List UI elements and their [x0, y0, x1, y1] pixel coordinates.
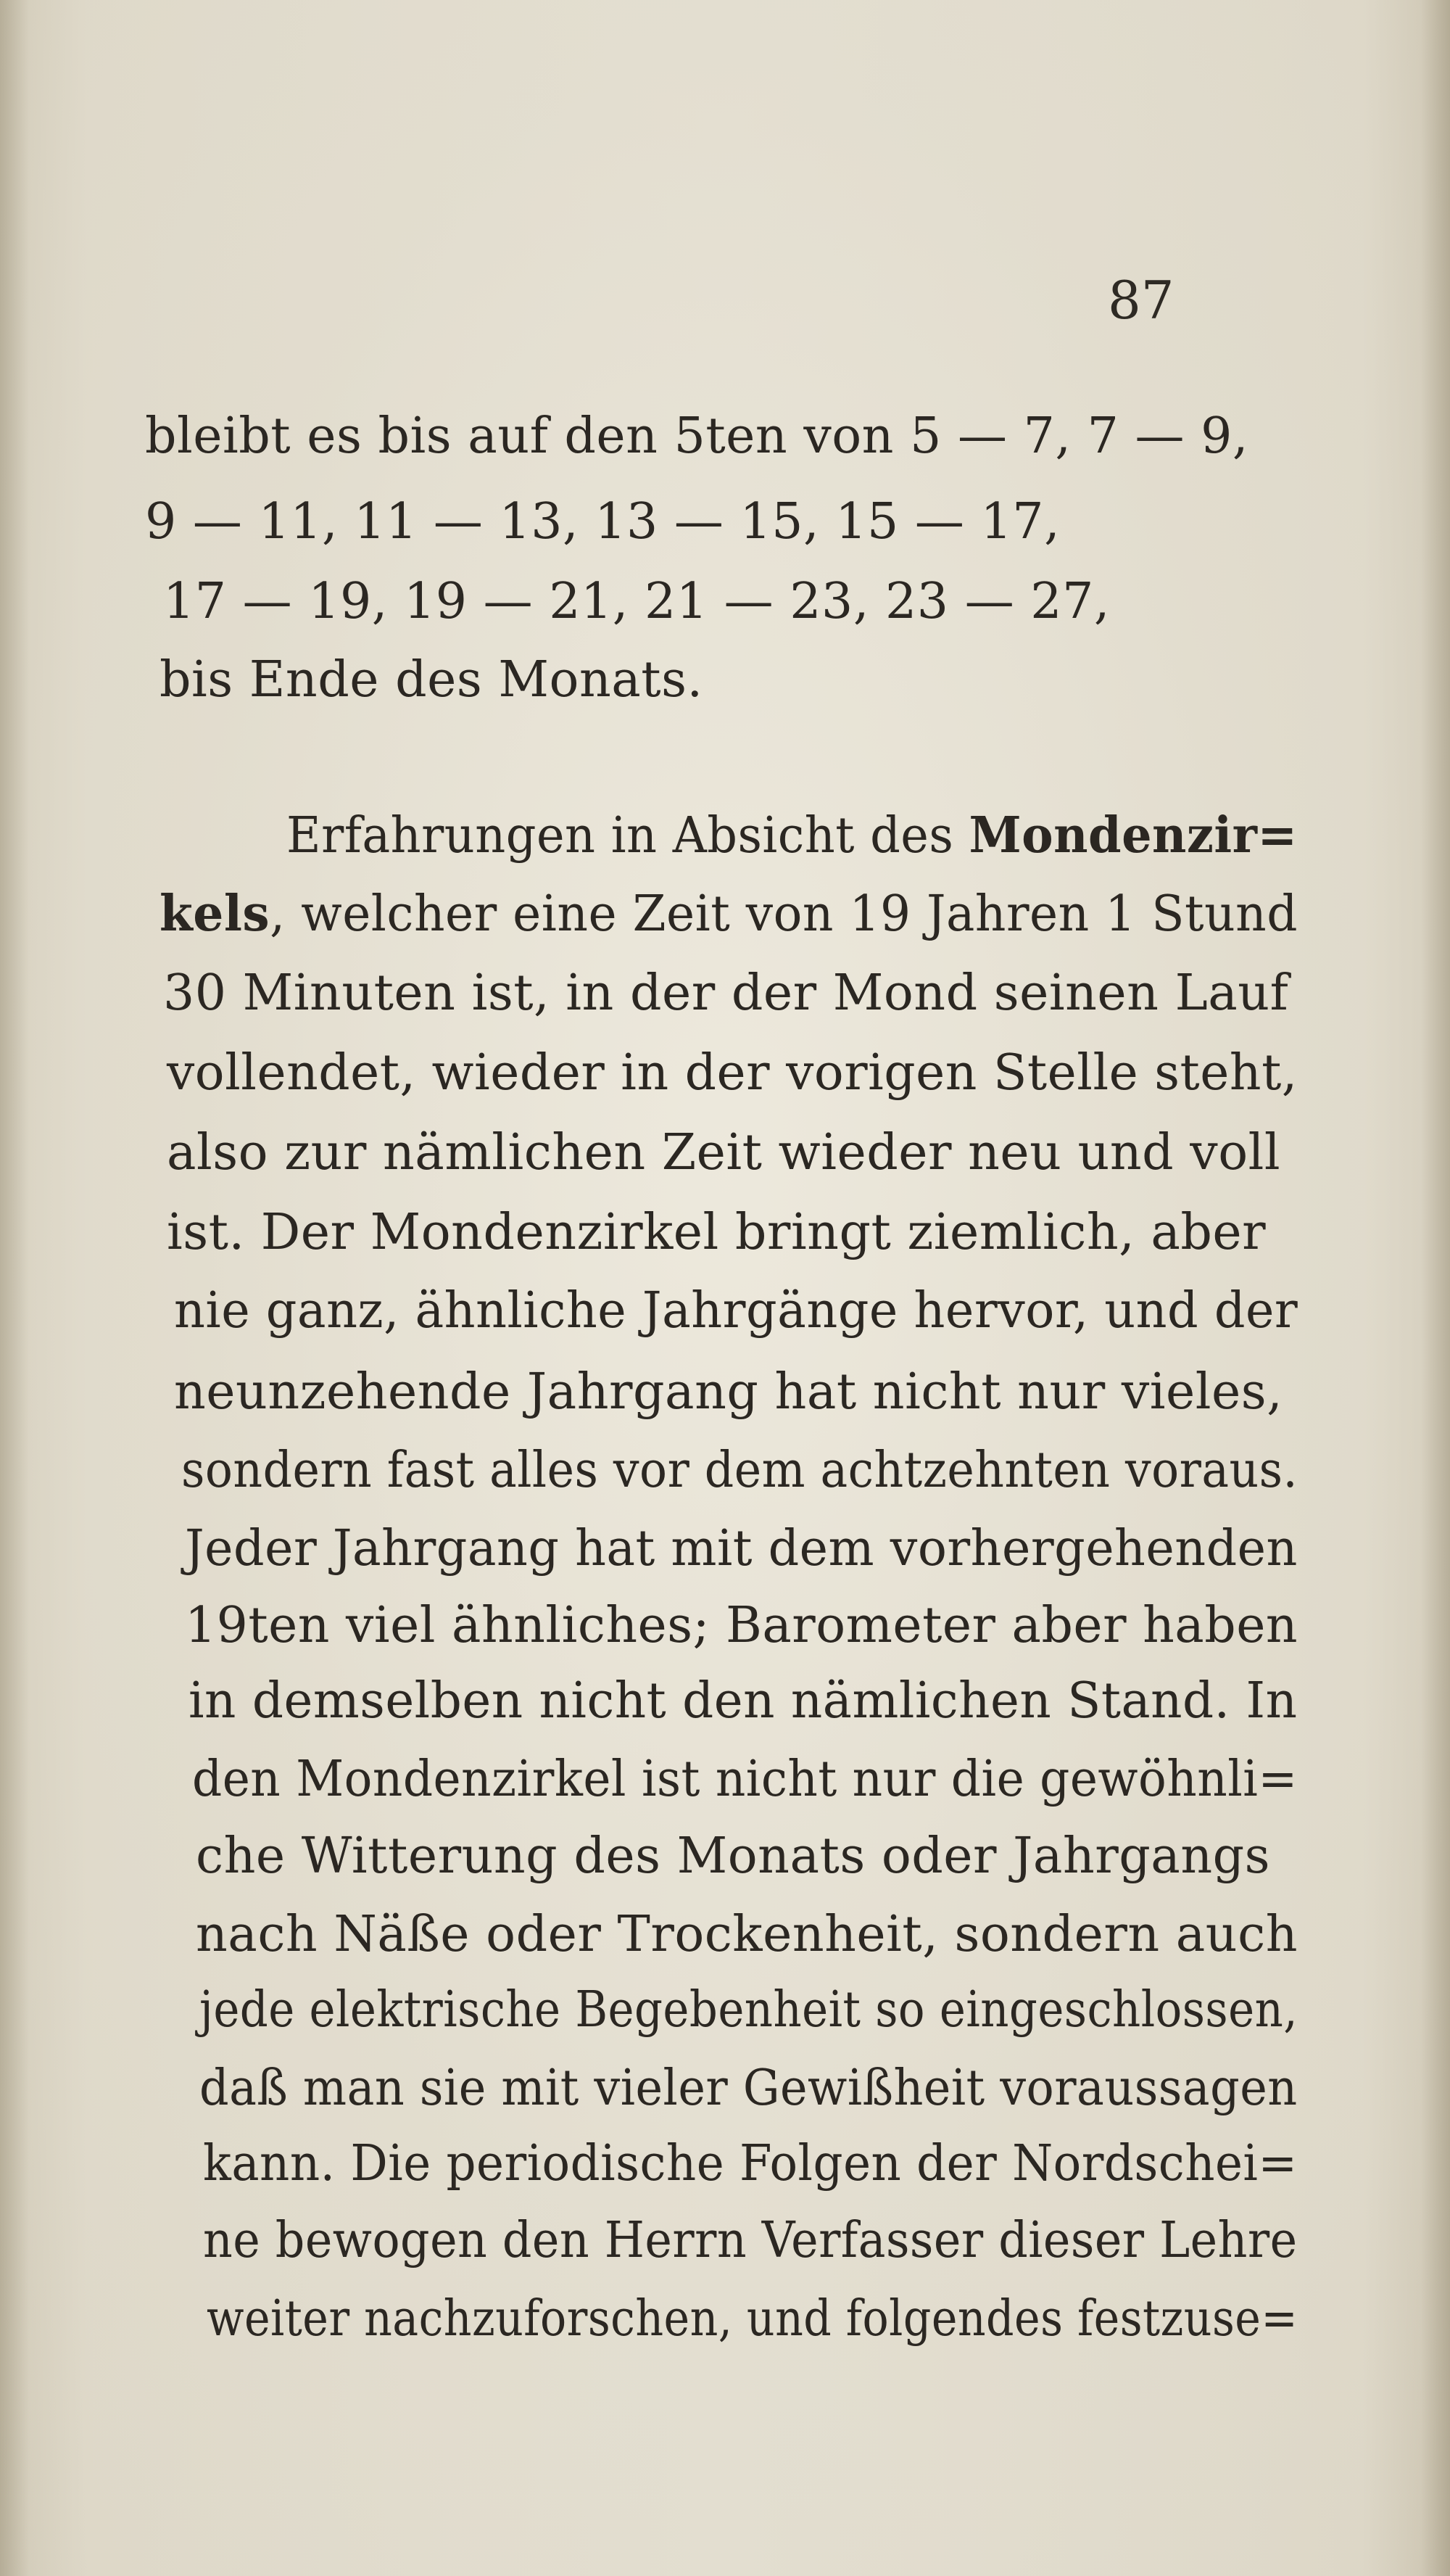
text-line: nie ganz, ähnliche Jahrgänge hervor, und der: [174, 1282, 1298, 1339]
emphasized-word: Mondenzir=: [969, 806, 1298, 864]
text-line: also zur nämlichen Zeit wieder neu und voll: [167, 1124, 1281, 1181]
text-line: weiter nachzuforschen, und folgendes festzuse=: [207, 2290, 1298, 2348]
page-number: 87: [1108, 270, 1174, 331]
text-line: kann. Die periodische Folgen der Nordschei=: [203, 2135, 1298, 2192]
text-line: bleibt es bis auf den 5ten von 5 — 7, 7 — 9,: [145, 408, 1248, 465]
text-line: Jeder Jahrgang hat mit dem vorhergehenden: [185, 1520, 1298, 1577]
text-line: daß man sie mit vieler Gewißheit voraussagen: [199, 2060, 1298, 2117]
text-line: sondern fast alles vor dem achtzehnten voraus.: [181, 1442, 1298, 1499]
text-line: 17 — 19, 19 — 21, 21 — 23, 23 — 27,: [163, 573, 1110, 630]
text-line: vollendet, wieder in der vorigen Stelle steht,: [167, 1044, 1298, 1102]
text-line: bis Ende des Monats.: [160, 651, 703, 709]
text-line: jede elektrische Begebenheit so eingeschlossen,: [199, 1981, 1298, 2039]
text-line: [160, 885, 1298, 944]
text-line: 19ten viel ähnliches; Barometer aber haben: [185, 1597, 1298, 1654]
text-line: in demselben nicht den nämlichen Stand. In: [188, 1672, 1298, 1730]
text-run: , welcher eine Zeit von 19 Jahren 1 Stund: [270, 886, 1298, 943]
text-line: 9 — 11, 11 — 13, 13 — 15, 15 — 17,: [145, 493, 1061, 550]
text-run: Erfahrungen in Absicht des: [286, 807, 969, 864]
text-line: che Witterung des Monats oder Jahrgangs: [196, 1828, 1271, 1885]
text-line: 30 Minuten ist, in der der Mond seinen Lauf: [163, 965, 1289, 1022]
text-line: ist. Der Mondenzirkel bringt ziemlich, aber: [167, 1204, 1267, 1261]
text-line: den Mondenzirkel ist nicht nur die gewöhnli=: [192, 1751, 1298, 1808]
text-line: nach Näße oder Trockenheit, sondern auch: [196, 1906, 1298, 1963]
text-line: [286, 806, 1298, 865]
text-line: neunzehende Jahrgang hat nicht nur vieles,: [174, 1363, 1283, 1421]
text-line: ne bewogen den Herrn Verfasser dieser Lehre: [203, 2212, 1298, 2269]
emphasized-word: kels: [160, 885, 270, 943]
